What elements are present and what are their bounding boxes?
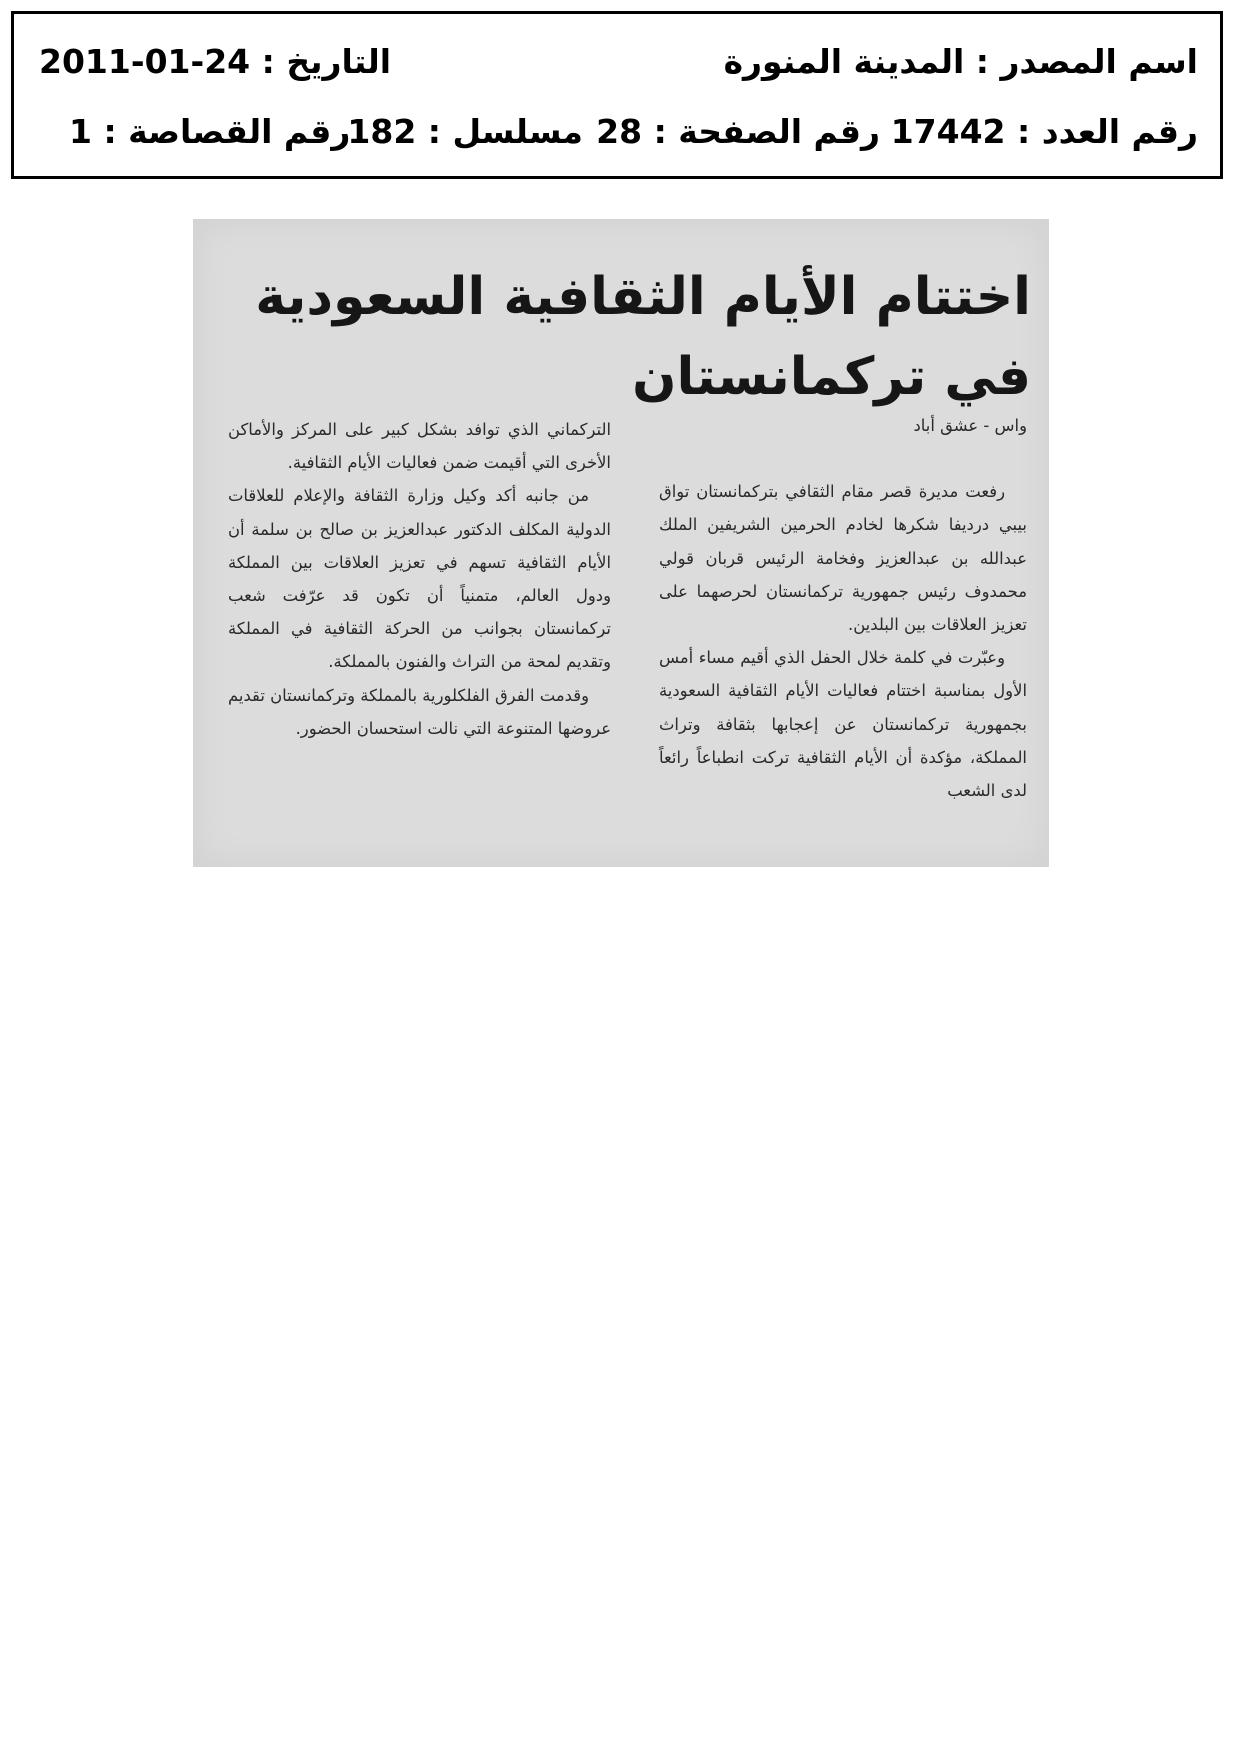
page-number: رقم الصفحة : 28 [596, 112, 880, 151]
article-headline: اختتام الأيام الثقافية السعودية في تركمانستان [255, 267, 1031, 407]
issue-number: رقم العدد : 17442 [890, 112, 1198, 151]
article-paragraph: رفعت مديرة قصر مقام الثقافي بتركمانستان تواق بيبي درديفا شكرها لخادم الحرمين الشريفين الملك عبدالله بن عبدالعزيز وفخامة الرئيس قربان قولي محمدوف رئيس جمهورية تركمانستان لحرصهما على تعزيز العلاقات بين البلدين. [659, 482, 1027, 635]
article-paragraph: وقدمت الفرق الفلكلورية بالمملكة وتركمانستان تقديم عروضها المتنوعة التي نالت استحسان الحضور. [227, 685, 611, 738]
clipping-number: رقم القصاصة : 1 [69, 112, 351, 151]
clipping-info-box [11, 11, 1223, 179]
article-column-right [659, 409, 1027, 807]
article-paragraph: من جانبه أكد وكيل وزارة الثقافة والإعلام للعلاقات الدولية المكلف الدكتور عبدالعزيز بن صالح بن سلمة أن الأيام الثقافية تسهم في تعزيز العلاقات بين المملكة ودول العالم، متمنياً أن تكون قد عرّفت شعب تركمانستان بجوانب من الحركة الثقافية في المملكة وتقديم لمحة من التراث والفنون بالمملكة. [228, 486, 611, 672]
article-paragraph: وعبّرت في كلمة خلال الحفل الذي أقيم مساء أمس الأول بمناسبة اختتام فعاليات الأيام الثقافية السعودية بجمهورية تركمانستان عن إعجابها بثقافة وتراث المملكة، مؤكدة أن الأيام الثقافية تركت انطباعاً رائعاً لدى الشعب [659, 648, 1027, 801]
date: التاريخ : 24-01-2011 [39, 42, 392, 81]
source-name: اسم المصدر : المدينة المنورة [723, 42, 1198, 81]
serial-number: مسلسل : 182 [347, 112, 583, 151]
newspaper-clipping [193, 219, 1049, 867]
article-byline: واس - عشق أباد [913, 416, 1027, 435]
article-paragraph: التركماني الذي توافد بشكل كبير على المركز والأماكن الأخرى التي أقيمت ضمن فعاليات الأيام الثقافية. [228, 420, 611, 473]
article-column-left [228, 413, 611, 745]
